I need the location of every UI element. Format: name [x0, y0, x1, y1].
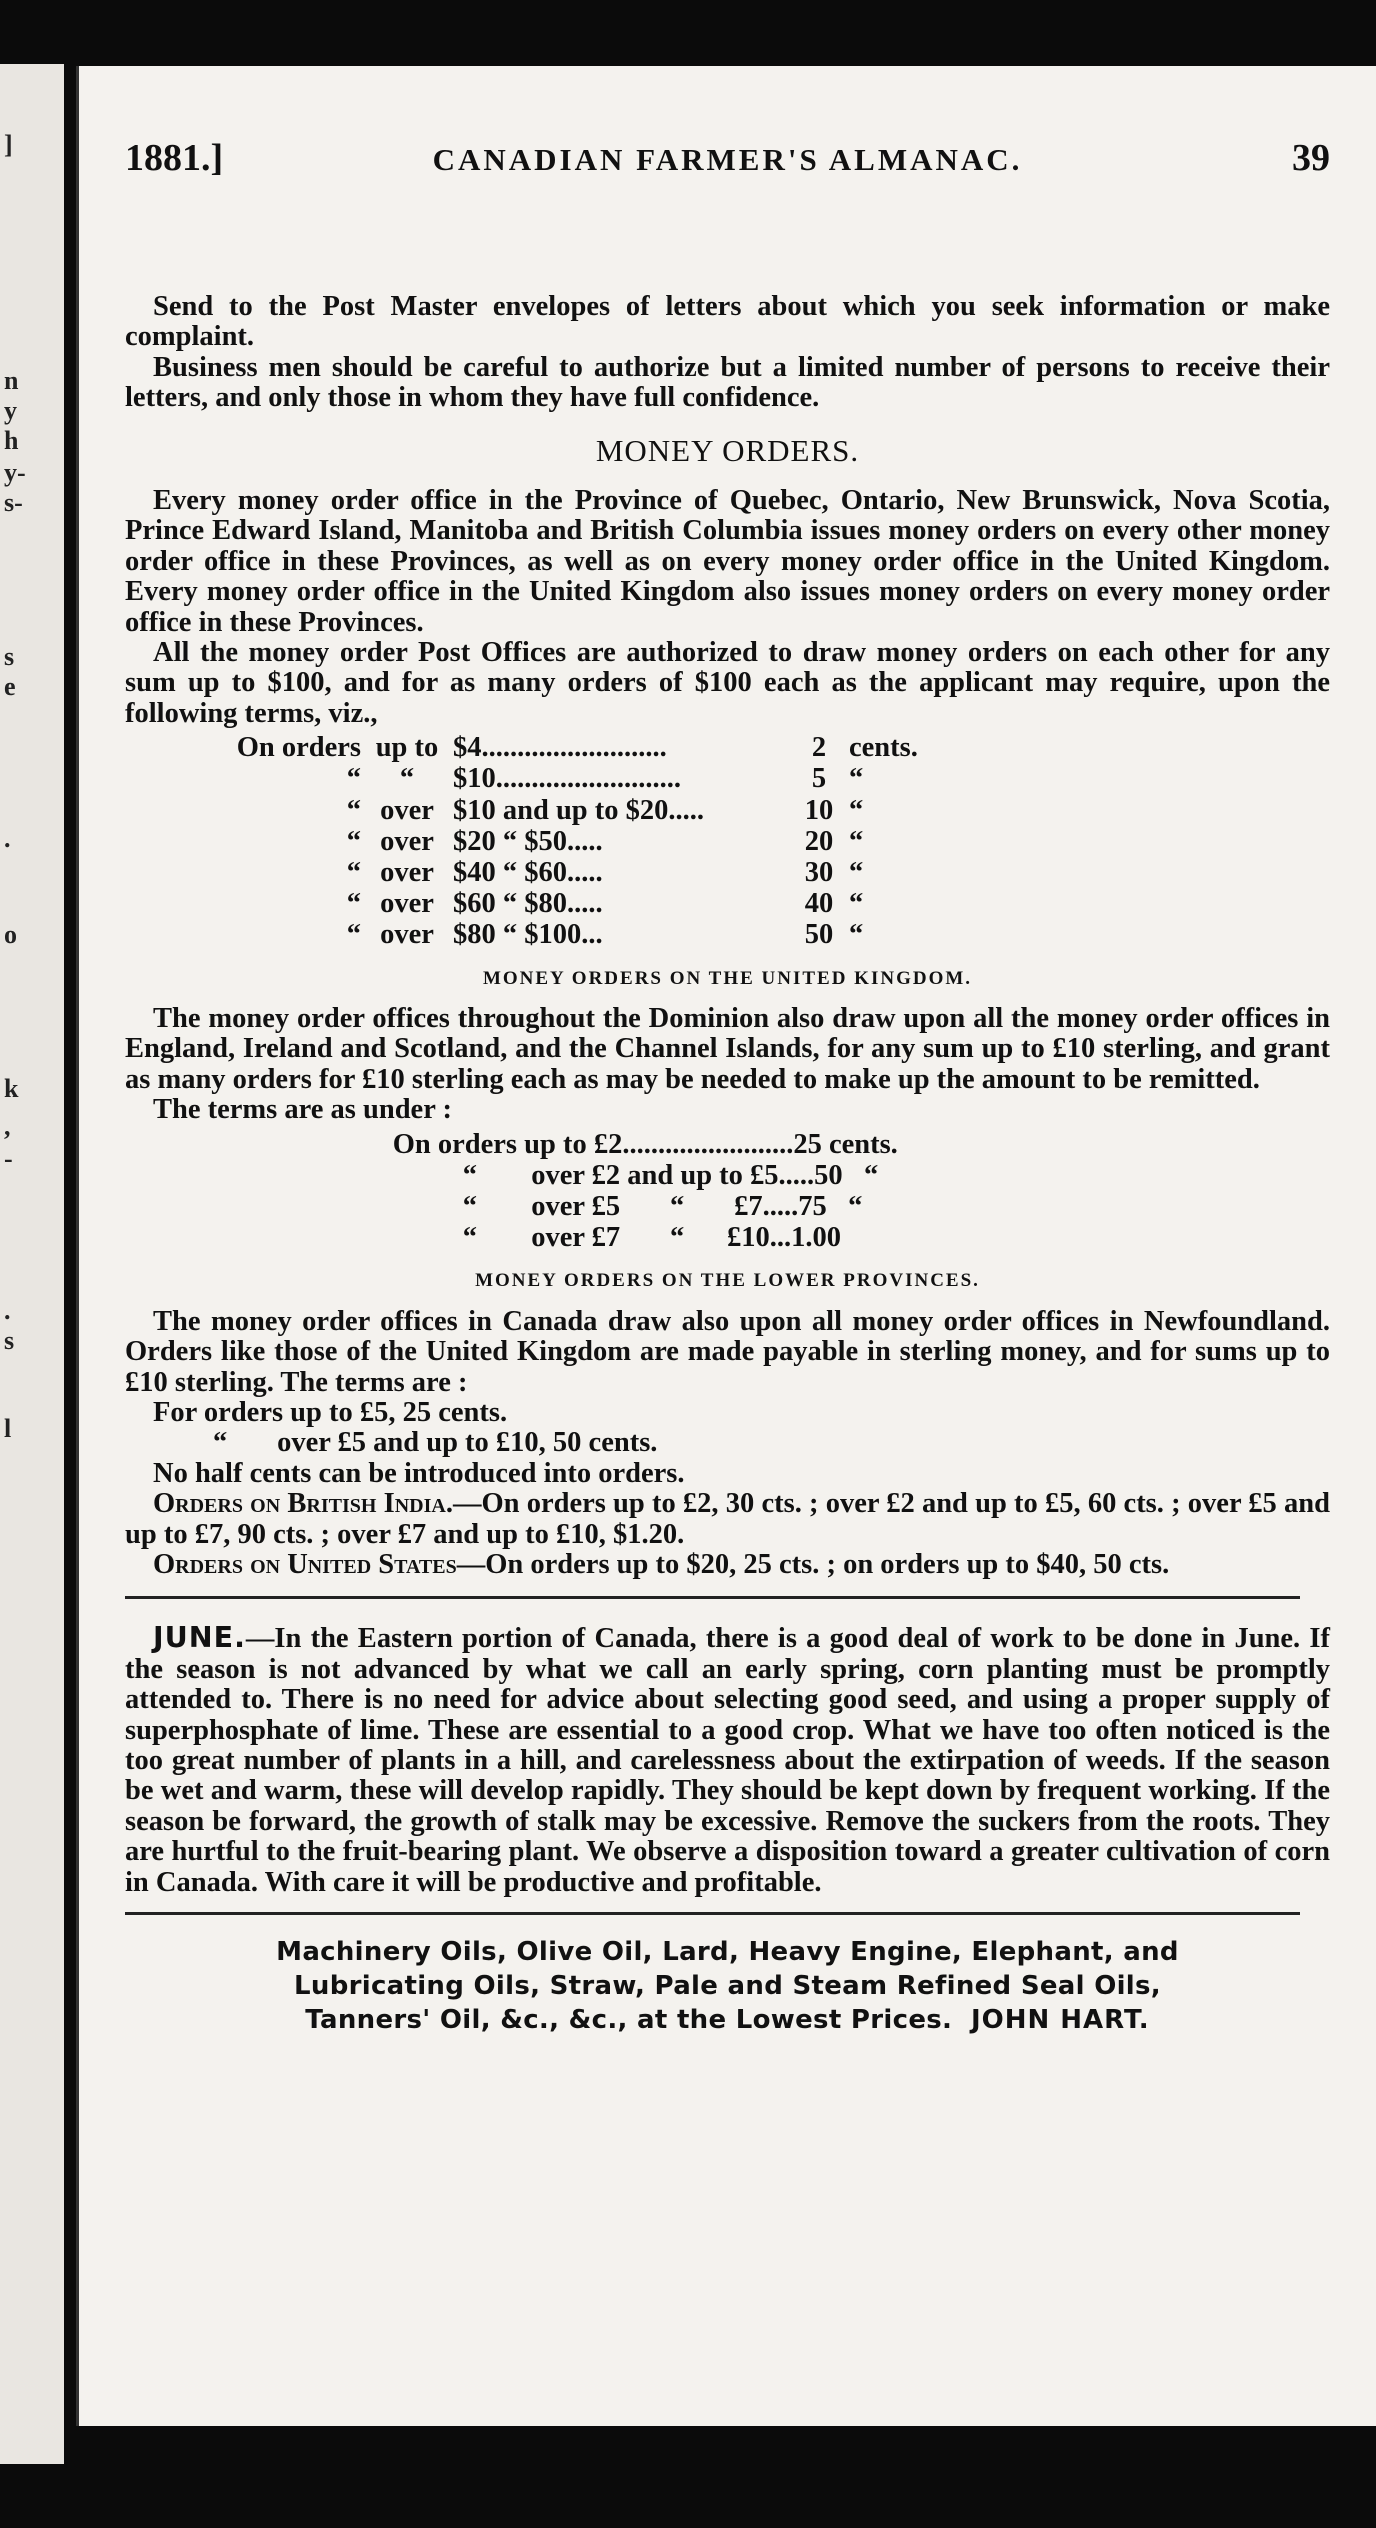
rate-cell: “ — [346, 825, 361, 857]
rate-cell: up to £2........................25 cents. — [517, 1128, 898, 1160]
lower-provinces-line: For orders up to £5, 25 cents. — [153, 1397, 508, 1428]
rate-row — [125, 1223, 1330, 1254]
rate-cell: over — [380, 888, 434, 920]
rate-row — [125, 764, 1330, 795]
rate-row — [125, 1192, 1330, 1223]
british-india-orders — [125, 1489, 1330, 1550]
margin-fragment: o — [4, 920, 17, 949]
uk-rates-table — [125, 1130, 1330, 1255]
margin-fragment: . — [4, 824, 11, 853]
lower-provinces-paragraph: The money order offices in Canada draw also upon all money order offices in Newfoundland. Orders like those of the United Kingdom are made payable in sterling money, and for sums up to £10 sterling. The terms are : — [125, 1305, 1330, 1398]
margin-fragment: y- — [4, 458, 26, 487]
rate-cell: “ — [849, 857, 864, 889]
rate-cell: “ — [462, 1159, 477, 1191]
money-orders-heading: MONEY ORDERS. — [595, 432, 860, 468]
rate-cell: “ — [849, 825, 864, 857]
rate-cell: over £2 and up to £5.....50 “ — [517, 1159, 879, 1191]
money-orders-paragraph: All the money order Post Offices are authorized to draw money orders on each other for any sum up to $100, and for as many orders of $100 each as the applicant may require, upon the following terms, viz., — [125, 637, 1330, 729]
page-number: 39 — [1292, 137, 1330, 179]
rate-cell: over — [380, 794, 434, 826]
advertisement-line: Lubricating Oils, Straw, Pale and Steam Refined Seal Oils, — [294, 1971, 1161, 2002]
june-paragraph — [125, 1623, 1330, 1898]
rate-cell: over £5 “ £7.....75 “ — [517, 1191, 863, 1222]
rate-row — [125, 889, 1330, 920]
facing-page-strip — [0, 64, 64, 2464]
rate-cell: cents. — [849, 732, 918, 764]
rate-cell: over £7 “ £10...1.00 — [517, 1222, 842, 1254]
advertisement-line-text: Tanners' Oil, &c., &c., at the Lowest Prices. — [305, 2005, 953, 2036]
advertisement — [125, 1935, 1330, 2037]
rate-row — [125, 920, 1330, 951]
rate-cell: “ — [346, 763, 361, 795]
margin-fragment: k — [4, 1074, 19, 1103]
page-header — [125, 136, 1330, 186]
june-text: —In the Eastern portion of Canada, there is a good deal of work to be done in June. If the season is not advanced by what we call an early spring, corn planting must be promptly attended to. There is no need for advice about selecting good seed, and using a proper supply of superphosphate of lime. These are essential to a good crop. What we have too often noticed is the too great number of plants in a hill, and carelessness about the extirpation of weeds. If the season be wet and warm, these will develop rapidly. They should be kept down by frequent working. If the season be forward, the growth of stalk may be excessive. Remove the suckers from the roots. They are hurtful to the fruit-bearing plant. We observe a disposition toward a greater cultivation of corn in Canada. With care it will be productive and profitable. — [125, 1623, 1330, 1898]
rate-cell: “ — [462, 1222, 477, 1254]
rate-cell: 5 — [811, 763, 827, 795]
rate-row — [125, 1161, 1330, 1192]
rate-cell: “ — [399, 763, 415, 795]
rate-row — [125, 827, 1330, 858]
rate-row — [125, 733, 1330, 764]
united-states-orders — [125, 1550, 1330, 1580]
rate-cell: “ — [462, 1191, 477, 1222]
rate-cell: 2 — [811, 732, 827, 764]
rate-cell: $60 “ $80..... — [453, 888, 603, 920]
rate-cell: over — [380, 857, 434, 889]
rate-cell: $10 and up to $20..... — [453, 794, 705, 826]
rate-cell: $40 “ $60..... — [453, 857, 603, 889]
rate-cell: up to — [375, 732, 439, 764]
advertiser-name: JOHN HART. — [970, 2005, 1150, 2036]
rate-cell: 30 — [804, 857, 834, 889]
rate-cell: 40 — [804, 888, 834, 920]
uk-orders-paragraph: The money order offices throughout the Dominion also draw upon all the money order offices in England, Ireland and Scotland, and the Channel Islands, for any sum up to £10 sterling, and grant as many orders for £10 sterling each as may be needed to make up the amount to be remitted. — [125, 1003, 1330, 1095]
lower-provinces-heading: MONEY ORDERS ON THE LOWER PROVINCES. — [475, 1270, 980, 1292]
british-india-text: —On orders up to £2, 30 cts. ; over £2 and up to £5, 60 cts. ; over £5 and up to £7, 90 cts. ; over £7 and up to £10, $1.20. — [125, 1488, 1330, 1550]
running-title: CANADIAN FARMER'S ALMANAC. — [432, 142, 1023, 177]
almanac-page — [76, 66, 1376, 2426]
rate-cell: 50 — [804, 919, 834, 951]
rate-cell: 10 — [804, 794, 834, 826]
lower-provinces-line: No half cents can be introduced into orders. — [153, 1457, 685, 1489]
advertisement-line — [125, 2003, 1330, 2037]
june-label: JUNE. — [153, 1621, 246, 1655]
rate-cell: “ — [346, 919, 361, 951]
margin-fragment: l — [4, 1414, 12, 1443]
section-divider — [125, 1912, 1300, 1915]
advertisement-line: Machinery Oils, Olive Oil, Lard, Heavy Engine, Elephant, and — [276, 1937, 1179, 1968]
united-states-text: —On orders up to $20, 25 cts. ; on orders up to $40, 50 cts. — [456, 1549, 1170, 1581]
margin-fragment: y — [4, 396, 17, 425]
rate-cell: “ — [346, 888, 361, 920]
rate-cell: “ — [849, 919, 864, 951]
rate-cell: “ — [849, 794, 864, 826]
margin-fragment: s- — [4, 488, 23, 517]
rate-cell: over — [380, 825, 434, 857]
margin-fragment: s — [4, 1326, 15, 1355]
rate-cell: $4.......................... — [453, 732, 667, 764]
rate-cell: “ — [346, 794, 361, 826]
money-orders-paragraph: Every money order office in the Province of Quebec, Ontario, New Brunswick, Nova Scotia, Prince Edward Island, Manitoba and British Columbia issues money orders on every other money order office in these Provinces, as well as on every money order office in the United Kingdom. Every money order office in the United Kingdom also issues money orders on every money order office in these Provinces. — [125, 485, 1330, 638]
page-body — [125, 292, 1330, 2037]
rate-cell: “ — [849, 888, 864, 920]
rate-cell: $10.......................... — [453, 763, 681, 795]
rate-cell: On orders — [392, 1128, 517, 1160]
rate-cell: On orders — [236, 732, 361, 764]
rate-cell: $20 “ $50..... — [453, 825, 603, 857]
domestic-rates-table — [125, 733, 1330, 951]
margin-fragment: n — [4, 366, 19, 395]
uk-terms-line: The terms are as under : — [153, 1094, 452, 1126]
uk-orders-heading: MONEY ORDERS ON THE UNITED KINGDOM. — [482, 967, 973, 989]
british-india-label: Orders on British India. — [153, 1488, 453, 1520]
rate-cell: “ — [849, 763, 864, 795]
margin-fragment: h — [4, 426, 19, 455]
rate-cell: over — [380, 919, 434, 951]
rate-row — [125, 1130, 1330, 1161]
margin-fragment: , — [4, 1112, 11, 1141]
rate-cell: “ — [346, 857, 361, 889]
margin-fragment: e — [4, 672, 16, 701]
intro-paragraph: Send to the Post Master envelopes of letters about which you seek information or make complaint. — [125, 291, 1330, 353]
lower-provinces-line: “ over £5 and up to £10, 50 cents. — [213, 1427, 658, 1459]
rate-row — [125, 796, 1330, 827]
header-year: 1881.] — [125, 137, 224, 179]
intro-paragraph: Business men should be careful to authorize but a limited number of persons to receive their letters, and only those in whom they have full confidence. — [125, 351, 1330, 414]
margin-fragment: ] — [4, 130, 13, 159]
section-divider — [125, 1596, 1300, 1599]
rate-row — [125, 858, 1330, 889]
margin-fragment: - — [4, 1144, 13, 1173]
united-states-label: Orders on United States — [153, 1549, 457, 1581]
margin-fragment: s — [4, 642, 15, 671]
margin-fragment: . — [4, 1296, 11, 1325]
rate-cell: 20 — [804, 825, 834, 857]
rate-cell: $80 “ $100... — [453, 919, 603, 951]
